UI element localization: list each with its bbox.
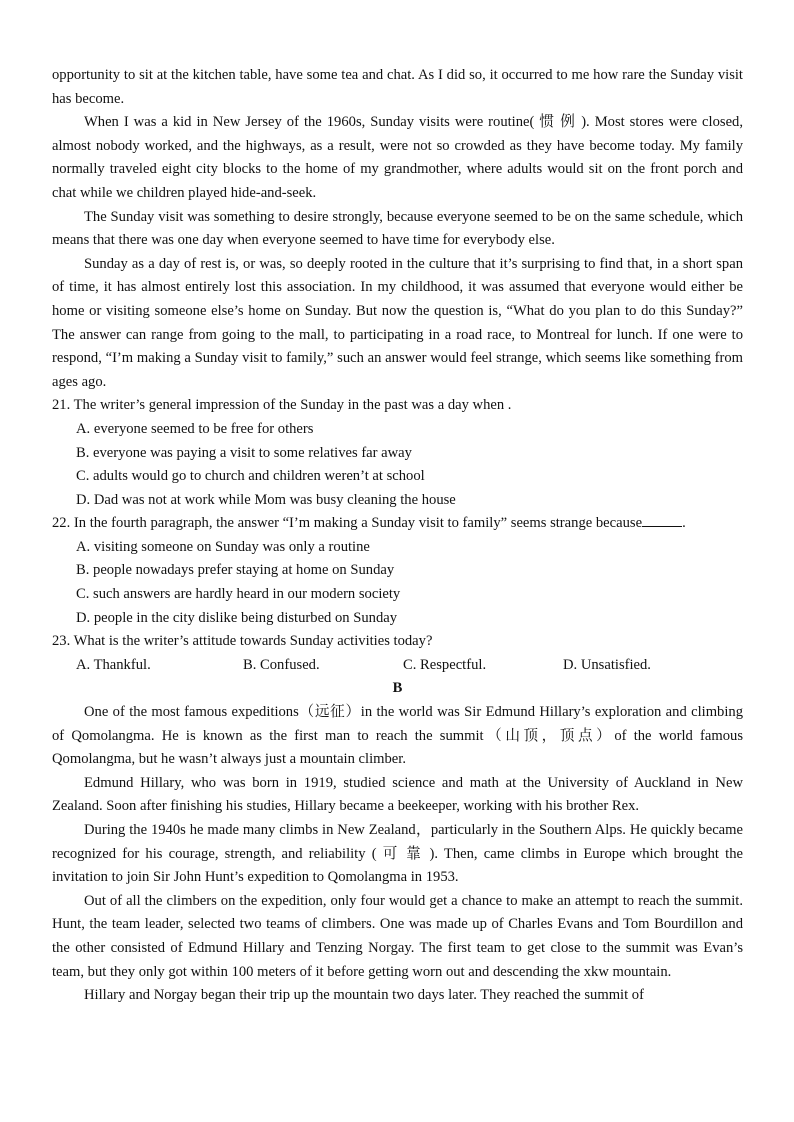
- question-21-option-a: A. everyone seemed to be free for others: [76, 420, 314, 437]
- exam-page: [52, 64, 743, 1008]
- question-22-option-b: B. people nowadays prefer staying at home on Sunday: [76, 562, 395, 579]
- question-22-option-a: A. visiting someone on Sunday was only a routine: [76, 538, 370, 555]
- question-22-stem: 22. In the fourth paragraph, the answer “I’m making a Sunday visit to family” seems strange because: [52, 515, 643, 532]
- question-23-option-c: C. Respectful.: [403, 656, 487, 673]
- passage-a-paragraph-2: The Sunday visit was something to desire strongly, because everyone seemed to be on the same schedule, which means that there was one day when everyone seemed to have time for everybody else.: [52, 208, 743, 249]
- section-b-paragraph-2: Edmund Hillary, who was born in 1919, studied science and math at the University of Auckland in New Zealand. Soon after finishing his studies, Hillary became a beekeeper, working with his brother Rex.: [52, 774, 743, 815]
- question-23-option-a: A. Thankful.: [76, 656, 151, 673]
- question-23-option-b: B. Confused.: [243, 656, 320, 673]
- question-21-option-b: B. everyone was paying a visit to some relatives far away: [76, 444, 412, 461]
- question-22: [52, 512, 743, 630]
- passage-a-paragraph-3: Sunday as a day of rest is, or was, so deeply rooted in the culture that it’s surprising to find that, in a short span of time, it has almost entirely lost this association. In my childhood, it was assumed that everyone would either be home or visiting someone else’s home on Sunday. But now the question is, “What do you plan to do this Sunday?” The answer can range from going to the mall, to participating in a road race, to Montreal for lunch. If one were to respond, “I’m making a Sunday visit to family,” such an answer would feel strange, which seems like something from ages ago.: [52, 255, 743, 390]
- question-21: [52, 394, 743, 512]
- section-b-paragraph-3: During the 1940s he made many climbs in New Zealand，particularly in the Southern Alps. He quickly became recognized for his courage, strength, and reliability ( 可 靠 ). Then, came climbs in Europe which brought the invitation to join Sir John Hunt’s expedition to Qomolangma in 1953.: [52, 822, 743, 886]
- section-b-paragraph-4: Out of all the climbers on the expedition, only four would get a chance to make an attempt to reach the summit. Hunt, the team leader, selected two teams of climbers. One was made up of Charles Evans and Tom Bourdillon and the other consisted of Edmund Hillary and Tenzing Norgay. The first team to get close to the summit was Evan’s team, but they only got within 100 meters of it before getting worn out and descending the xkw mountain.: [52, 892, 743, 980]
- question-23-stem: 23. What is the writer’s attitude towards Sunday activities today?: [52, 633, 433, 650]
- section-b-paragraph-5: Hillary and Norgay began their trip up the mountain two days later. They reached the summit of: [84, 987, 644, 1004]
- question-23-option-d: D. Unsatisfied.: [563, 656, 651, 673]
- passage-a-paragraph-0: opportunity to sit at the kitchen table, have some tea and chat. As I did so, it occurred to me how rare the Sunday visit has become.: [52, 67, 743, 107]
- question-22-stem-line: [52, 512, 743, 536]
- question-22-option-c: C. such answers are hardly heard in our modern society: [76, 586, 401, 603]
- question-23: [52, 630, 743, 677]
- passage-a-paragraph-1: When I was a kid in New Jersey of the 1960s, Sunday visits were routine( 惯 例 ). Most stores were closed, almost nobody worked, and the highways, as a result, were not so crowded as they have become today. My family normally traveled eight city blocks to the home of my grandmother, where adults would sit on the front porch and chat while we children played hide-and-seek.: [52, 114, 743, 201]
- question-22-stem-end: .: [682, 515, 686, 532]
- question-22-option-d: D. people in the city dislike being disturbed on Sunday: [76, 609, 398, 626]
- question-21-option-c: C. adults would go to church and children weren’t at school: [76, 468, 425, 485]
- question-21-stem: 21. The writer’s general impression of the Sunday in the past was a day when .: [52, 397, 512, 414]
- answer-blank: [642, 514, 682, 527]
- question-23-options: [76, 654, 743, 678]
- question-21-option-d: D. Dad was not at work while Mom was busy cleaning the house: [76, 491, 456, 508]
- section-b-heading: B: [392, 680, 403, 697]
- section-b-paragraph-1: One of the most famous expeditions（远征）in the world was Sir Edmund Hillary’s exploration and climbing of Qomolangma. He is known as the first man to reach the summit（山顶，顶点）of the world famous Qomolangma, but he wasn’t always just a mountain climber.: [52, 704, 743, 768]
